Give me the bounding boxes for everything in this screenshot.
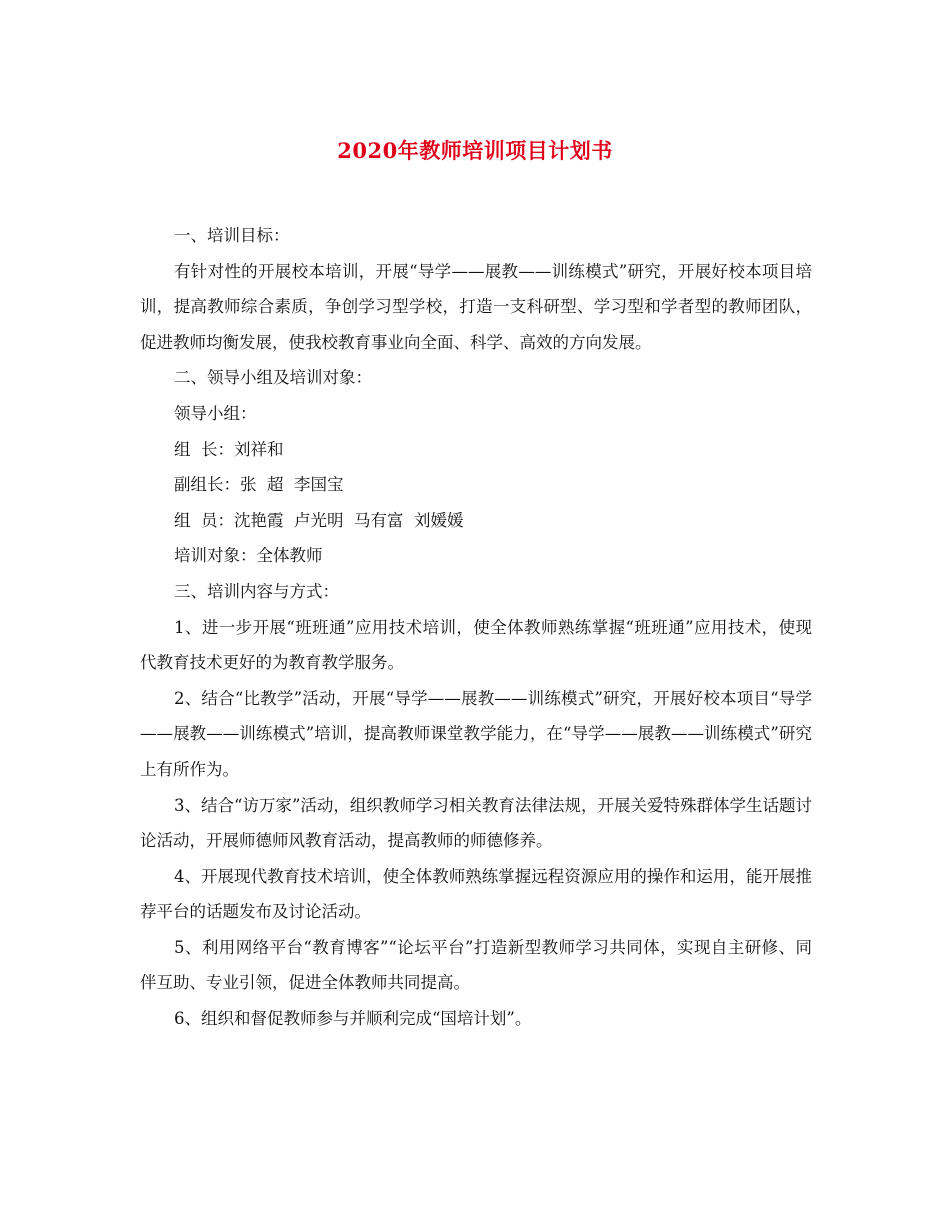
content-item-2: 2、结合“比教学”活动，开展“导学——展教——训练模式”研究，开展好校本项目“导学——展教——训练模式”培训，提高教师课堂教学能力，在“导学——展教——训练模式”研究上有所作为。 [140,688,812,779]
section-heading-content: 三、培训内容与方式： [174,581,339,601]
content-item-4: 4、开展现代教育技术培训，使全体教师熟练掌握远程资源应用的操作和运用，能开展推荐平台的话题发布及讨论活动。 [140,866,812,922]
deputy-leader-line: 副组长：张 超 李国宝 [174,475,344,495]
content-item-5: 5、利用网络平台“教育博客”“论坛平台”打造新型教师学习共同体，实现自主研修、同伴互助、专业引领，促进全体教师共同提高。 [140,937,812,993]
paragraph-goals: 有针对性的开展校本培训，开展“导学——展教——训练模式”研究，开展好校本项目培训，提高教师综合素质，争创学习型学校，打造一支科研型、学习型和学者型的教师团队，促进教师均衡发展，使我校教育事业向全面、科学、高效的方向发展。 [140,261,812,352]
document-title: 2020年教师培训项目计划书 [337,138,613,163]
training-target-line: 培训对象：全体教师 [174,546,323,566]
section-heading-leadership: 二、领导小组及培训对象： [174,368,372,388]
content-item-1: 1、进一步开展“班班通”应用技术培训，使全体教师熟练掌握“班班通”应用技术，使现代教育技术更好的为教育教学服务。 [140,617,812,673]
content-item-6: 6、组织和督促教师参与并顺利完成“国培计划”。 [174,1009,532,1029]
leadership-group-label: 领导小组： [174,403,257,423]
group-leader-line: 组 长：刘祥和 [174,439,284,459]
section-heading-goals: 一、培训目标： [174,226,290,245]
content-item-3: 3、结合“访万家”活动，组织教师学习相关教育法律法规，开展关爱特殊群体学生话题讨论活动，开展师德师风教育活动，提高教师的师德修养。 [140,795,812,851]
group-members-line: 组 员：沈艳霞 卢光明 马有富 刘媛媛 [174,510,464,530]
document-body [140,218,812,1037]
